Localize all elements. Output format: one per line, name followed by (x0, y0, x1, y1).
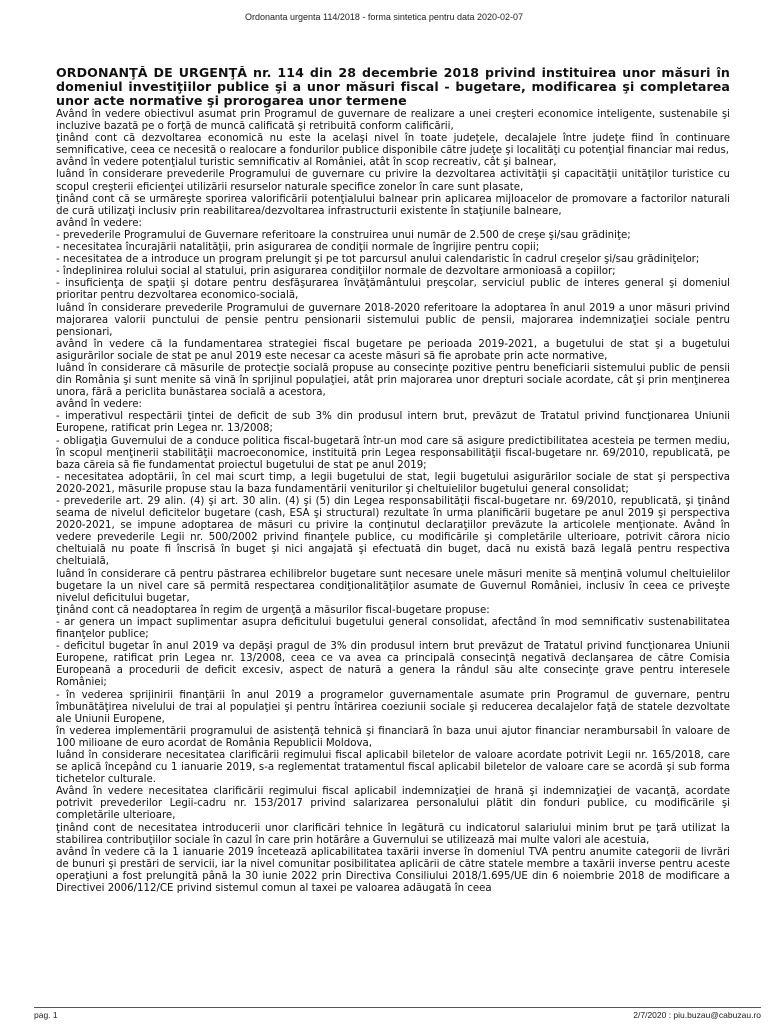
running-header: Ordonanta urgenta 114/2018 - forma sintetica pentru data 2020-02-07 (244, 12, 524, 22)
document-body (56, 66, 730, 998)
paragraph: - insuficienţa de spaţii şi dotare pentru desfăşurarea învăţământului preşcolar, serviciul public de interes general şi domeniul prioritar pentru dezvoltarea economico-socială, (56, 278, 730, 302)
print-date-contact: 2/7/2020 : piu.buzau@cabuzau.ro (633, 1010, 761, 1020)
paragraph: ţinând cont că dezvoltarea economică nu este la acelaşi nivel în toate judeţele, decalajele între judeţe fiind în continuare semnificative, ceea ce necesită o realocare a fondurilor publice disponibile către judeţe şi localităţi cu potenţial financiar mai redus, (56, 133, 730, 157)
paragraph: - ar genera un impact suplimentar asupra deficitului bugetului general consolidat, afectând în mod semnificativ sustenabilitatea finanţelor publice; (56, 616, 730, 641)
paragraph: luând în considerare prevederile Programului de guvernare 2018-2020 referitoare la adoptarea în anul 2019 a unor măsuri privind majorarea valorii punctului de pensie pentru pensionarii sistemului public de pensii, majorarea indemnizaţiei sociale pentru pensionari, (56, 302, 730, 338)
paragraph: - necesitatea de a introduce un program prelungit şi pe tot parcursul anului calendaristic în cadrul creşelor şi/sau grădiniţelor; (56, 254, 700, 266)
paragraph: - prevederile Programului de Guvernare referitoare la construirea unui număr de 2.500 de creşe şi/sau grădiniţe; (56, 229, 631, 241)
paragraph: - în vederea sprijinirii finanţării în anul 2019 a programelor guvernamentale asumate prin Programul de guvernare, pentru îmbunătăţirea nivelului de trai al populaţiei şi pentru întărirea coeziunii sociale şi reducerea decalajelor faţă de statele dezvoltate ale Uniunii Europene, (56, 689, 730, 725)
footer-divider (34, 1007, 761, 1008)
paragraph: având în vedere potenţialul turistic semnificativ al României, atât în scop recreativ, cât şi balnear, (56, 157, 557, 169)
paragraph: - deficitul bugetar în anul 2019 va depăşi pragul de 3% din produsul intern brut prevăzut de Tratatul privind funcţionarea Uniunii Europene, ratificat prin Legea nr. 13/2008, ceea ce va avea ca principală consecinţă negativă declanşarea de către Comisia Europeană a procedurii de deficit excesiv, aspect de natură a genera la rândul său alte consecinţe grave pentru interesele României; (56, 641, 730, 689)
paragraph: în vederea implementării programului de asistenţă tehnică şi financiară în baza unui ajutor financiar nerambursabil în valoare de 100 milioane de euro acordat de România Republicii Moldova, (56, 725, 730, 749)
paragraph: ţinând cont de necesitatea introducerii unor clarificări tehnice în legătură cu indicatorul salariului minim brut pe ţară utilizat la stabilirea contribuţiilor sociale în cazul în care prin hotărâre a Guvernului se utilizează mai multe valori ale acestuia, (56, 822, 730, 846)
paragraph: - necesitatea încurajării natalităţii, prin asigurarea de condiţii normale de îngrijire pentru copii; (56, 242, 540, 254)
document-title: ORDONANŢĂ DE URGENŢĂ nr. 114 din 28 decembrie 2018 privind instituirea unor măsuri în domeniul investiţiilor publice şi a unor măsuri fiscal - bugetare, modificarea şi completarea unor acte normative şi prorogarea unor termene (56, 66, 730, 108)
paragraph: - prevederile art. 29 alin. (4) şi art. 30 alin. (4) şi (5) din Legea responsabilităţii fiscal-bugetare nr. 69/2010, republicată, şi ţinând seama de nivelul deficitelor bugetare (cash, ESA şi structural) rezultate în urma planificării bugetare pe anul 2019 şi perspectiva 2020-2021, se impune adoptarea de măsuri cu privire la conţinutul declaraţiilor prevăzute la articolele menţionate. Având în vedere prevederile Legii nr. 500/2002 privind finanţele publice, cu modificările şi completările ulterioare, potrivit cărora nicio cheltuială nu poate fi înscrisă în buget şi nici angajată şi efectuată din buget, dacă nu există bază legală pentru respectiva cheltuială, (56, 496, 730, 568)
paragraph: luând în considerare prevederile Programului de guvernare cu privire la dezvoltarea activităţii şi capacităţii unităţilor turistice cu scopul creşterii eficienţei utilizării resurselor naturale specifice zonelor în care sunt plasate, (56, 169, 730, 193)
paragraph: având în vedere: (56, 217, 142, 229)
paragraph: având în vedere că la 1 ianuarie 2019 încetează aplicabilitatea taxării inverse în domeniul TVA pentru anumite categorii de livrări de bunuri şi prestări de servicii, iar la nivel comunitar posibilitatea aplicării de către statele membre a taxării inverse pentru aceste operaţiuni a fost prelungită până la 30 iunie 2022 prin Directiva Consiliului 2018/1.695/UE din 6 noiembrie 2018 de modificare a Directivei 2006/112/CE privind sistemul comun al taxei pe valoarea adăugată în ceea (56, 846, 730, 894)
paragraph: Având în vedere necesitatea clarificării regimului fiscal aplicabil indemnizaţiei de hrană şi indemnizaţiei de vacanţă, acordate potrivit prevederilor Legii-cadru nr. 153/2017 privind salarizarea personalului plătit din fonduri publice, cu modificările şi completările ulterioare, (56, 786, 730, 822)
paragraph-list (56, 109, 730, 895)
paragraph: - necesitatea adoptării, în cel mai scurt timp, a legii bugetului de stat, legii bugetului asigurărilor sociale de stat şi perspectiva 2020-2021, măsurile propuse stau la baza fundamentării veniturilor şi cheltuielilor bugetului general consolidat; (56, 471, 730, 495)
paragraph: - obligaţia Guvernului de a conduce politica fiscal-bugetară într-un mod care să asigure predictibilitatea acesteia pe termen mediu, în scopul menţinerii stabilităţii macroeconomice, instituită prin Legea responsabilităţii fiscal-bugetare nr. 69/2010, republicată, pe baza căreia să fie fundamentat proiectul bugetului de stat pe anul 2019; (56, 435, 730, 471)
paragraph: luând în considerare că măsurile de protecţie socială propuse au consecinţe pozitive pentru beneficiarii sistemului public de pensii din România şi sunt menite să vină în sprijinul populaţiei, atât prin majorarea unor drepturi sociale acordate, cât şi prin menţinerea unora, fără a periclita bunăstarea socială a acestora, (56, 362, 730, 399)
paragraph: - imperativul respectării ţintei de deficit de sub 3% din produsul intern brut, prevăzut de Tratatul privind funcţionarea Uniunii Europene, ratificat prin Legea nr. 13/2008; (56, 411, 730, 435)
page-number: pag. 1 (34, 1010, 58, 1020)
paragraph: luând în considerare că pentru păstrarea echilibrelor bugetare sunt necesare unele măsuri menite să menţină volumul cheltuielilor bugetare la un nivel care să permită respectarea condiţionalităţilor asumate de Guvernul României, inclusiv în ceea ce priveşte nivelul deficitului bugetar, (56, 568, 730, 604)
paragraph: luând în considerare necesitatea clarificării regimului fiscal aplicabil biletelor de valoare acordate potrivit Legii nr. 165/2018, care se aplică începând cu 1 ianuarie 2019, s-a reglementat tratamentul fiscal aplicabil biletelor de valoare care se acordă şi sub forma tichetelor culturale. (56, 749, 730, 786)
paragraph: - îndeplinirea rolului social al statului, prin asigurarea condiţiilor normale de dezvoltare armonioasă a copiilor; (56, 266, 616, 278)
paragraph: având în vedere: (56, 399, 142, 411)
paragraph: ţinând cont că se urmăreşte sporirea valorificării potenţialului balnear prin aplicarea mijloacelor de promovare a factorilor naturali de cură utilizaţi inclusiv prin reabilitarea/dezvoltarea infrastructurii existente în staţiunile balneare, (56, 193, 730, 217)
paragraph: Având în vedere obiectivul asumat prin Programul de guvernare de realizare a unei creşteri economice inteligente, sustenabile şi incluzive bazată pe o forţă de muncă calificată şi retribuită conform calificării, (56, 109, 730, 133)
paragraph: ţinând cont că neadoptarea în regim de urgenţă a măsurilor fiscal-bugetare propuse: (56, 604, 490, 616)
paragraph: având în vedere că la fundamentarea strategiei fiscal bugetare pe perioada 2019-2021, a bugetului de stat şi a bugetului asigurărilor sociale de stat pe anul 2019 este necesar ca aceste măsuri să fie aprobate prin acte normative, (56, 338, 730, 362)
